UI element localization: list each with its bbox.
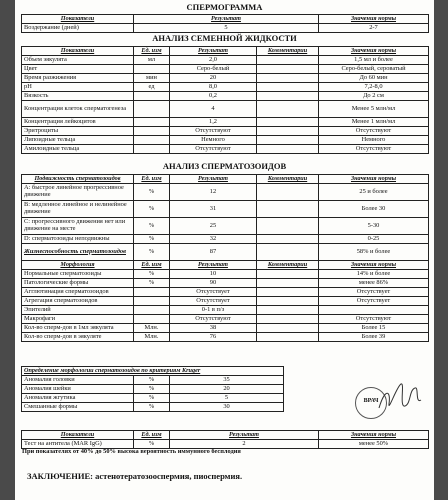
seminal-title: АНАЛИЗ СЕМЕННОЙ ЖИДКОСТИ (152, 33, 297, 43)
table-row: Эпителий 0-1 в п/з (22, 306, 429, 315)
table-row: B: медленное линейное и нелинейное движение % 31 Более 30 (22, 201, 429, 218)
header-indicator: Показатели (22, 15, 134, 24)
table-row: Кол-во сперм-дов в эякуляте Млн. 76 Более 39 (22, 333, 429, 342)
seminal-table (21, 46, 429, 154)
seminal-header-result: Результат (170, 47, 257, 56)
mar-note: При показателях от 40% до 50% высока вероятность иммунного бесплодия (22, 448, 241, 455)
seminal-header-norm: Значения нормы (319, 47, 429, 56)
table-row: Концентрация клеток сперматогенеза 4 Менее 5 млн/мл (22, 101, 429, 118)
header-result: Результат (134, 15, 319, 24)
table-row: Нормальные сперматозоиды % 10 14% и более (22, 270, 429, 279)
table-row: Агглютинация сперматозоидов Отсутствует Отсутствует (22, 288, 429, 297)
table-row: Жизнеспособность сперматозоидов % 87 58% и более (22, 244, 429, 261)
table-row: C: прогрессивного движения нет или движение на месте % 25 5-30 (22, 218, 429, 235)
table-row: Смешанные формы % 30 (22, 403, 284, 412)
table-row: Агрегация сперматозоидов Отсутствует Отсутствует (22, 297, 429, 306)
table-row: Тест на антитела (MAR IgG) % 2 менее 50% (22, 440, 429, 449)
seminal-header-unit: Ед. изм (134, 47, 170, 56)
abstinence-label: Воздержание (дней) (22, 24, 134, 33)
table-row: Макрофаги Отсутствуют Отсутствуют (22, 315, 429, 324)
abstinence-value: 5 (134, 24, 319, 33)
table-row: Цвет Серо-белый Серо-белый, сероватый (22, 65, 429, 74)
table-row: Аномалия жгутика % 5 (22, 394, 284, 403)
table-row: Амилоидные тельца Отсутствуют Отсутствуют (22, 145, 429, 154)
table-row: Аномалия головки % 35 (22, 376, 284, 385)
kruger-header: Определение морфологии сперматозоидов по критериям Kruger (22, 367, 284, 376)
document-page (15, 0, 434, 500)
table-row: Время разжижения мин 20 До 60 мин (22, 74, 429, 83)
sperm-title: АНАЛИЗ СПЕРМАТОЗОИДОВ (162, 161, 287, 171)
motility-header: Подвижность сперматозоидов (22, 175, 134, 184)
seminal-header-indicator: Показатели (22, 47, 134, 56)
abstinence-table (21, 14, 429, 33)
table-row: Вязкость 0,2 До 2 см (22, 92, 429, 101)
table-row: Кол-во сперм-дов в 1мл эякулята Млн. 38 Более 15 (22, 324, 429, 333)
table-row: D: сперматозоиды неподвижны % 32 0-25 (22, 235, 429, 244)
table-row: Аномалия шейки % 20 (22, 385, 284, 394)
doctor-stamp: ВРАЧ (355, 387, 387, 419)
header-norm: Значения нормы (319, 15, 429, 24)
table-row: Объем эякулята мл 2,0 1,5 мл и более (22, 56, 429, 65)
spermogram-title: СПЕРМОГРАММА (186, 2, 263, 12)
table-row: Патологические формы % 90 менее 86% (22, 279, 429, 288)
signature (375, 378, 425, 418)
table-row: Липоидные тельца Немного Немного (22, 136, 429, 145)
mar-table: Показатели Ед. изм Результат Значения нормы Тест на антитела (MAR IgG) % 2 менее 50% (21, 430, 429, 449)
conclusion: ЗАКЛЮЧЕНИЕ: астенотератозооспермия, пиоспермия. (27, 471, 243, 481)
table-row: pH ед 8,0 7,2-8,0 (22, 83, 429, 92)
morphology-header: Морфология (22, 261, 134, 270)
motility-table: Подвижность сперматозоидов Ед. изм Результат Комментарии Значения нормы A: быстрое линейное прогрессивное движение % 12 25 и более B: медленное линейное и нелинейное движение % 31 Более 30 C: прогрессивного движения нет или движение на месте % 25 5-30 D: сперматозоиды неподвижны % 32 0-25 Жизнеспособность сперматозоидов % 87 58% и более Морфология Ед. изм Результат Комментарии Значения нормы Нормальные сперматозоиды % 10 14% и более Патологические формы % 90 менее 86% Агглютинация сперматозоидов Отсутствует Отсутствует Агрегация сперматозоидов Отсутствует Отсутствует Эпителий 0-1 в п/з Макрофаги Отсутствуют Отсутствуют Кол-во сперм-дов в 1мл эякулята Млн. 38 Более 15 Кол-во сперм-дов в эякуляте Млн. 76 Более 39 (21, 174, 429, 342)
abstinence-norm: 2-7 (319, 24, 429, 33)
seminal-header-comment: Комментарии (257, 47, 319, 56)
kruger-table (21, 366, 284, 412)
table-row: Концентрация лейкоцитов 1,2 Менее 1 млн/мл (22, 118, 429, 127)
table-row: Эритроциты Отсутствуют Отсутствуют (22, 127, 429, 136)
table-row: A: быстрое линейное прогрессивное движение % 12 25 и более (22, 184, 429, 201)
